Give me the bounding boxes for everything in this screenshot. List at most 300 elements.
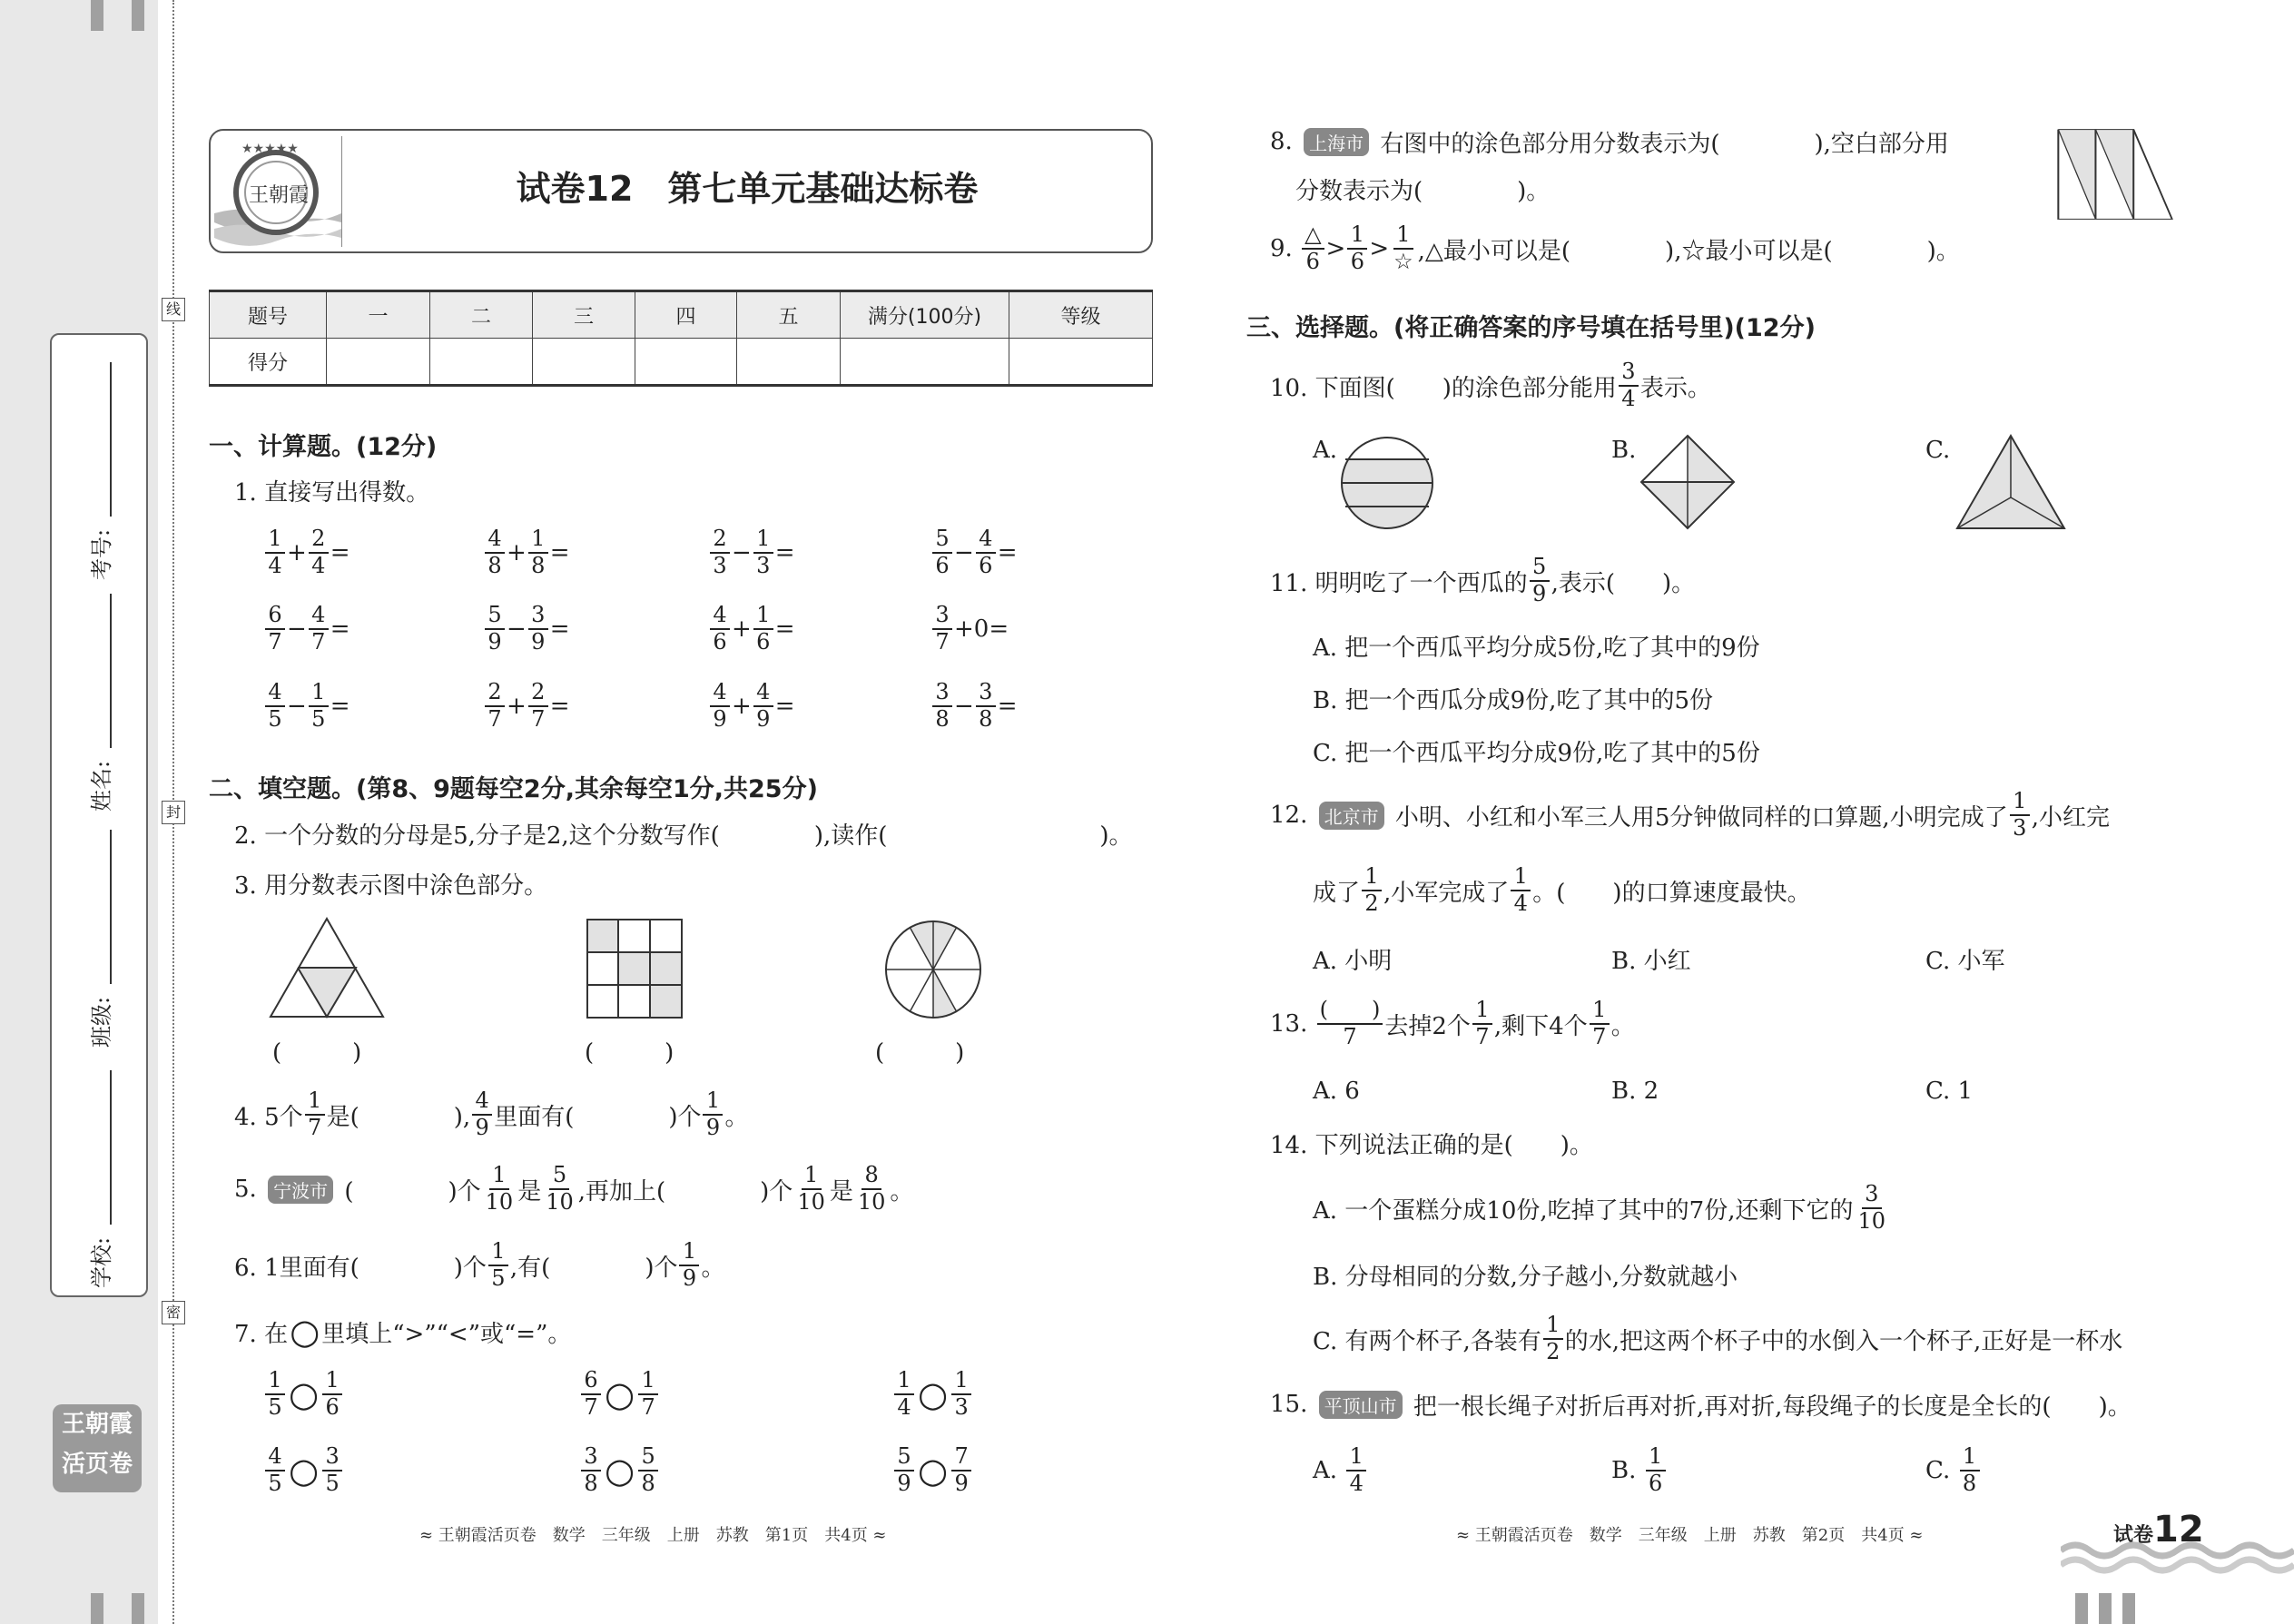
compare-circle-icon[interactable]: ○ [918, 1374, 949, 1414]
text-segment: + [507, 539, 527, 566]
section-1-heading: 一、计算题。(12分) [209, 433, 438, 461]
text-segment: > [1369, 235, 1390, 262]
denominator: 10 [546, 1189, 574, 1215]
denominator: 4 [1349, 1471, 1364, 1496]
question-8-line2 [1295, 169, 1550, 209]
score-cell[interactable] [327, 339, 430, 386]
fraction [322, 1444, 342, 1496]
denominator: 9 [531, 629, 546, 655]
denominator: 5 [325, 1471, 340, 1496]
text-segment: ,有( )个 [509, 1254, 678, 1282]
table-header: 三 [533, 291, 635, 339]
denominator: 8 [641, 1471, 655, 1496]
text-segment: + [507, 693, 527, 720]
option-label[interactable]: A. [1313, 437, 1338, 464]
fraction [1960, 1444, 1980, 1496]
crop-mark [2075, 1593, 2088, 1624]
answer-blank[interactable]: ( ) [875, 1038, 965, 1067]
text-segment: ,△最小可以是( ),☆最小可以是( )。 [1417, 237, 1960, 265]
fraction [581, 1368, 601, 1420]
binding-mark-feng: 封 [162, 801, 185, 824]
denominator: 2 [1546, 1339, 1561, 1364]
fraction [932, 680, 952, 732]
question-4 [234, 1088, 749, 1140]
numerator: 1 [1543, 1313, 1563, 1340]
option-b[interactable] [1611, 1443, 1668, 1496]
fraction [485, 527, 505, 578]
question-9 [1270, 221, 1960, 274]
denominator: 9 [1531, 581, 1547, 606]
denominator: 9 [713, 706, 727, 732]
fraction [976, 527, 996, 578]
text-segment: + [287, 539, 307, 566]
denominator: 4 [897, 1394, 911, 1420]
score-table-header-row [210, 291, 1153, 339]
table-header: 一 [327, 291, 430, 339]
text-segment: = [997, 539, 1018, 566]
option-b[interactable] [1313, 1255, 1738, 1294]
parallelogram-figure [2057, 129, 2173, 220]
table-header: 五 [737, 291, 841, 339]
table-header: 四 [635, 291, 737, 339]
question-7 [234, 1312, 571, 1352]
denominator: 8 [1962, 1471, 1977, 1496]
circle-figure [884, 920, 982, 1019]
denominator: 5 [268, 1394, 282, 1420]
compare-item [263, 1367, 344, 1420]
text-segment: 去掉2个 [1384, 1012, 1471, 1040]
denominator: 6 [325, 1394, 340, 1420]
compare-item [892, 1367, 973, 1420]
badge-brand: 王朝霞 [61, 1411, 133, 1438]
numerator: 1 [309, 680, 329, 707]
fraction [1619, 359, 1639, 411]
fraction [1590, 998, 1610, 1049]
numerator: 3 [528, 603, 548, 630]
answer-blank[interactable]: ( ) [272, 1038, 362, 1067]
fraction [1530, 555, 1550, 606]
numerator: 1 [489, 1163, 509, 1190]
score-cell[interactable] [430, 339, 533, 386]
text-segment: + [732, 615, 752, 643]
striped-ellipse-figure [1340, 436, 1434, 530]
text-segment: = [997, 693, 1018, 720]
text-segment: 是 [517, 1177, 542, 1206]
numerator: 6 [265, 603, 285, 630]
denominator: 10 [857, 1189, 886, 1215]
numerator: 8 [861, 1163, 881, 1190]
calc-item [930, 679, 1018, 732]
fraction [472, 1088, 492, 1140]
fraction [638, 1444, 658, 1496]
numerator: 1 [1960, 1444, 1980, 1471]
denominator: 7 [487, 706, 502, 732]
fill-line [110, 594, 112, 748]
fill-line [110, 1070, 112, 1225]
name-field[interactable] [52, 594, 146, 812]
text-segment: 11. 明明吃了一个西瓜的 [1270, 569, 1528, 597]
numerator: 1 [1590, 998, 1610, 1025]
text-segment: 10. 下面图( )的涂色部分能用 [1270, 374, 1617, 402]
denominator: 9 [897, 1471, 911, 1496]
option-c[interactable] [1313, 1312, 2123, 1364]
numerator: 5 [894, 1444, 914, 1471]
numerator: ( ) [1317, 998, 1383, 1025]
table-header: 二 [430, 291, 533, 339]
denominator: 5 [268, 706, 282, 732]
field-label: 考号: [89, 528, 114, 580]
text-segment: 15. [1270, 1391, 1315, 1418]
text-segment: 14. 下列说法正确的是( )。 [1270, 1131, 1593, 1159]
text-segment: 成了 [1313, 879, 1361, 907]
numerator: 4 [265, 1444, 285, 1471]
denominator: 4 [311, 553, 326, 578]
text-segment: ,剩下4个 [1493, 1012, 1588, 1040]
text-segment: = [330, 615, 350, 643]
question-2 [234, 813, 1133, 853]
question-15 [1270, 1384, 2132, 1424]
score-cell[interactable] [533, 339, 635, 386]
denominator: 7 [1475, 1024, 1490, 1049]
denominator: 3 [2013, 815, 2027, 841]
numerator: 1 [1511, 864, 1531, 891]
numerator: 4 [472, 1088, 492, 1116]
numerator: 1 [802, 1163, 822, 1190]
numerator: 3 [581, 1444, 601, 1471]
denominator: 4 [268, 553, 282, 578]
option-label[interactable]: B. [1611, 437, 1637, 464]
numerator: 1 [1393, 222, 1413, 250]
fraction [528, 603, 548, 655]
denominator: 3 [756, 553, 771, 578]
class-field[interactable] [52, 830, 146, 1048]
denominator: 7 [531, 706, 546, 732]
numerator: 4 [976, 527, 996, 554]
fraction [932, 527, 952, 578]
fraction [894, 1368, 914, 1420]
text-segment: − [954, 539, 974, 566]
question-1: 1. 直接写出得数。 [234, 478, 430, 507]
calc-item [483, 602, 570, 655]
fraction [976, 680, 996, 732]
table-header: 题号 [210, 291, 327, 339]
fraction [753, 680, 773, 732]
calc-item [483, 679, 570, 732]
calc-item [708, 679, 795, 732]
logo-emblem-icon [214, 136, 341, 247]
denominator: 7 [641, 1394, 655, 1420]
denominator: 10 [797, 1189, 825, 1215]
region-tag: 平顶山市 [1319, 1391, 1403, 1419]
text-segment: 2. 一个分数的分母是5,分子是2,这个分数写作( ),读作( )。 [234, 822, 1133, 850]
fraction [753, 603, 773, 655]
text-segment: ,小军完成了 [1383, 879, 1510, 907]
text-segment: 里填上“>”“<”或“=”。 [321, 1320, 572, 1348]
option-c[interactable] [1925, 1443, 1982, 1496]
question-14 [1270, 1123, 1593, 1163]
score-cell[interactable] [737, 339, 841, 386]
section-3-heading: 三、选择题。(将正确答案的序号填在括号里)(12分) [1246, 314, 1816, 342]
numerator: 1 [894, 1368, 914, 1395]
option-c[interactable]: C. 小军 [1925, 947, 2005, 975]
denominator: 8 [979, 706, 993, 732]
text-segment: − [732, 539, 752, 566]
calc-item [930, 602, 1009, 655]
option-a[interactable]: A. 6 [1313, 1078, 1360, 1105]
numerator: 5 [638, 1444, 658, 1471]
denominator: 8 [584, 1471, 598, 1496]
option-a[interactable] [1313, 1443, 1368, 1496]
text-segment: − [507, 615, 527, 643]
fraction [1472, 998, 1492, 1049]
text-segment: 3. 用分数表示图中涂色部分。 [234, 871, 548, 900]
field-label: 班级: [89, 996, 114, 1048]
text-segment: 。 [724, 1103, 749, 1131]
option-c[interactable]: C. 把一个西瓜平均分成9份,吃了其中的5份 [1313, 739, 1760, 767]
numerator: 1 [488, 1239, 508, 1266]
text-segment: 的水,把这两个杯子中的水倒入一个杯子,正好是一杯水 [1564, 1327, 2123, 1355]
text-segment: ,小红完 [2031, 803, 2110, 832]
text-segment: C. 有两个杯子,各装有 [1313, 1327, 1541, 1355]
row-label: 得分 [210, 339, 327, 386]
fraction [305, 1088, 325, 1140]
score-row [210, 339, 1153, 386]
binding-mark-mi: 密 [162, 1301, 185, 1324]
numerator: 3 [322, 1444, 342, 1471]
diamond-figure [1639, 434, 1736, 530]
fraction [1855, 1182, 1888, 1234]
option-b[interactable]: B. 把一个西瓜分成9份,吃了其中的5份 [1313, 686, 1713, 714]
numerator: 3 [1619, 359, 1639, 387]
text-segment: 表示。 [1639, 374, 1711, 402]
option-label[interactable]: C. [1925, 437, 1951, 464]
fraction [753, 527, 773, 578]
fraction [581, 1444, 601, 1496]
denominator: 7 [311, 629, 326, 655]
numerator: 1 [265, 1368, 285, 1395]
denominator: 9 [475, 1115, 489, 1140]
answer-blank[interactable]: ( ) [585, 1038, 674, 1067]
numerator: 1 [322, 1368, 342, 1395]
numerator: 1 [753, 527, 773, 554]
text-segment: 。 [1610, 1012, 1635, 1040]
triangle-divided-figure [1955, 434, 2066, 530]
school-field[interactable] [52, 1070, 146, 1288]
calc-item [708, 526, 795, 578]
compare-circle-icon[interactable]: ○ [289, 1374, 320, 1414]
region-tag: 宁波市 [268, 1176, 333, 1204]
option-c[interactable]: C. 1 [1925, 1078, 1974, 1105]
denominator: 7 [307, 1115, 322, 1140]
compare-circle-icon[interactable]: ○ [605, 1374, 635, 1414]
fraction [483, 1163, 517, 1215]
fraction [794, 1163, 828, 1215]
fraction [309, 603, 329, 655]
numerator: 1 [305, 1088, 325, 1116]
compare-circle-icon[interactable]: ○ [918, 1451, 949, 1491]
fraction [1543, 1313, 1563, 1364]
denominator: 6 [935, 553, 950, 578]
compare-circle-icon[interactable]: ○ [605, 1451, 635, 1491]
option-a[interactable]: A. 把一个西瓜平均分成5份,吃了其中的9份 [1313, 634, 1760, 662]
fraction [932, 603, 952, 655]
brand-badge [53, 1404, 142, 1492]
text-segment: = [774, 615, 795, 643]
calc-item [263, 602, 350, 655]
fraction [951, 1368, 971, 1420]
text-segment: = [774, 539, 795, 566]
text-segment: 右图中的涂色部分用分数表示为( ),空白部分用 [1373, 130, 1949, 158]
text-segment: > [1325, 235, 1346, 262]
field-label: 学校: [89, 1236, 114, 1288]
field-label: 姓名: [89, 760, 114, 812]
fill-line [110, 362, 112, 517]
option-b[interactable]: B. 小红 [1611, 947, 1691, 975]
text-segment: B. [1611, 1457, 1644, 1484]
fraction [951, 1444, 971, 1496]
text-segment: − [287, 693, 307, 720]
binding-mark-xian: 线 [162, 298, 185, 321]
denominator: 6 [1649, 1471, 1663, 1496]
fraction [1362, 864, 1382, 916]
numerator: 3 [976, 680, 996, 707]
text-segment: 12. [1270, 802, 1315, 829]
page-footer-left: ≈ 王朝霞活页卷 数学 三年级 上册 苏教 第1页 共4页 ≈ [419, 1526, 887, 1545]
fraction [1317, 998, 1383, 1049]
numerator: 1 [528, 527, 548, 554]
fraction [309, 680, 329, 732]
numerator: 4 [753, 680, 773, 707]
score-table [209, 290, 1153, 387]
text-segment: 是 [829, 1177, 853, 1206]
option-b[interactable]: B. 2 [1611, 1078, 1659, 1105]
numerator: 4 [485, 527, 505, 554]
fraction [894, 1444, 914, 1496]
numerator: 1 [2010, 789, 2030, 816]
denominator: 9 [756, 706, 771, 732]
compare-circle-icon[interactable]: ○ [289, 1451, 320, 1491]
score-cell[interactable] [635, 339, 737, 386]
denominator: 6 [979, 553, 993, 578]
denominator: 9 [682, 1265, 697, 1291]
question-8 [1270, 122, 1949, 162]
text-segment: 6. 1里面有( )个 [234, 1254, 487, 1282]
denominator: 5 [311, 706, 326, 732]
text-segment: = [330, 693, 350, 720]
fraction [485, 680, 505, 732]
corner-label: 试卷 [2113, 1524, 2154, 1547]
text-segment: 4. 5个 [234, 1103, 303, 1131]
crop-mark [91, 1593, 103, 1624]
text-segment: 13. [1270, 1010, 1315, 1038]
fraction [1391, 222, 1416, 274]
fraction [1346, 1444, 1366, 1496]
text-segment: +0= [954, 615, 1009, 643]
numerator: 3 [932, 680, 952, 707]
text-segment: = [549, 615, 570, 643]
denominator: 7 [1592, 1024, 1607, 1049]
fraction [1511, 864, 1531, 916]
text-segment: = [549, 539, 570, 566]
text-segment: B. 分母相同的分数,分子越小,分数就越小 [1313, 1263, 1738, 1291]
denominator: 6 [1305, 249, 1320, 274]
numerator: 3 [932, 603, 952, 630]
section-2-heading: 二、填空题。(第8、9题每空2分,其余每空1分,共25分) [209, 775, 818, 803]
option-a[interactable]: A. 小明 [1313, 947, 1393, 975]
numerator: 3 [1862, 1182, 1882, 1209]
crop-mark [132, 0, 144, 31]
crop-mark [2099, 1593, 2112, 1624]
numerator: 5 [485, 603, 505, 630]
text-segment: 。 [701, 1254, 725, 1282]
option-a[interactable] [1313, 1181, 1890, 1234]
fraction [638, 1368, 658, 1420]
denominator: 2 [1364, 891, 1379, 916]
question-13 [1270, 997, 1635, 1049]
fraction [485, 603, 505, 655]
calc-item [263, 526, 350, 578]
numerator: 1 [951, 1368, 971, 1395]
exam-number-field[interactable] [52, 362, 146, 580]
fraction [265, 603, 285, 655]
numerator: △ [1302, 222, 1324, 250]
numerator: 1 [1362, 864, 1382, 891]
text-segment: − [954, 693, 974, 720]
numerator: 4 [710, 680, 730, 707]
text-segment: ,再加上( )个 [577, 1177, 793, 1206]
page-footer-right: ≈ 王朝霞活页卷 数学 三年级 上册 苏教 第2页 共4页 ≈ [1456, 1526, 1924, 1545]
fraction [2010, 789, 2030, 841]
calc-item [483, 526, 570, 578]
logo-text: 王朝霞 [249, 184, 310, 207]
fraction [710, 680, 730, 732]
crop-mark [2122, 1593, 2135, 1624]
fraction [710, 603, 730, 655]
numerator: 5 [549, 1163, 569, 1190]
wave-decoration-icon [2061, 1534, 2294, 1580]
numerator: 2 [309, 527, 329, 554]
numerator: 1 [679, 1239, 699, 1266]
score-cell[interactable] [841, 339, 1009, 386]
text-segment: 是( ), [326, 1103, 471, 1131]
text-segment: ( )个 [337, 1177, 481, 1206]
denominator: 7 [584, 1394, 598, 1420]
calc-item [930, 526, 1018, 578]
score-cell[interactable] [1009, 339, 1153, 386]
numerator: 7 [951, 1444, 971, 1471]
text-segment: + [732, 693, 752, 720]
region-tag: 上海市 [1304, 128, 1369, 156]
fraction [703, 1088, 723, 1140]
question-11 [1270, 554, 1696, 606]
question-12-line2 [1313, 863, 1811, 916]
fraction [1302, 222, 1324, 274]
fraction [710, 527, 730, 578]
denominator: 6 [713, 629, 727, 655]
numerator: 2 [710, 527, 730, 554]
fraction [265, 527, 285, 578]
question-10 [1270, 359, 1711, 411]
numerator: 1 [1347, 222, 1367, 250]
page-title: 试卷12 第七单元基础达标卷 [516, 169, 979, 209]
text-segment: A. [1313, 1457, 1345, 1484]
denominator: 6 [1350, 249, 1364, 274]
compare-circle-icon[interactable]: ○ [290, 1312, 320, 1352]
fraction [528, 680, 548, 732]
text-segment: C. [1925, 1457, 1958, 1484]
text-segment: = [549, 693, 570, 720]
denominator: 9 [487, 629, 502, 655]
